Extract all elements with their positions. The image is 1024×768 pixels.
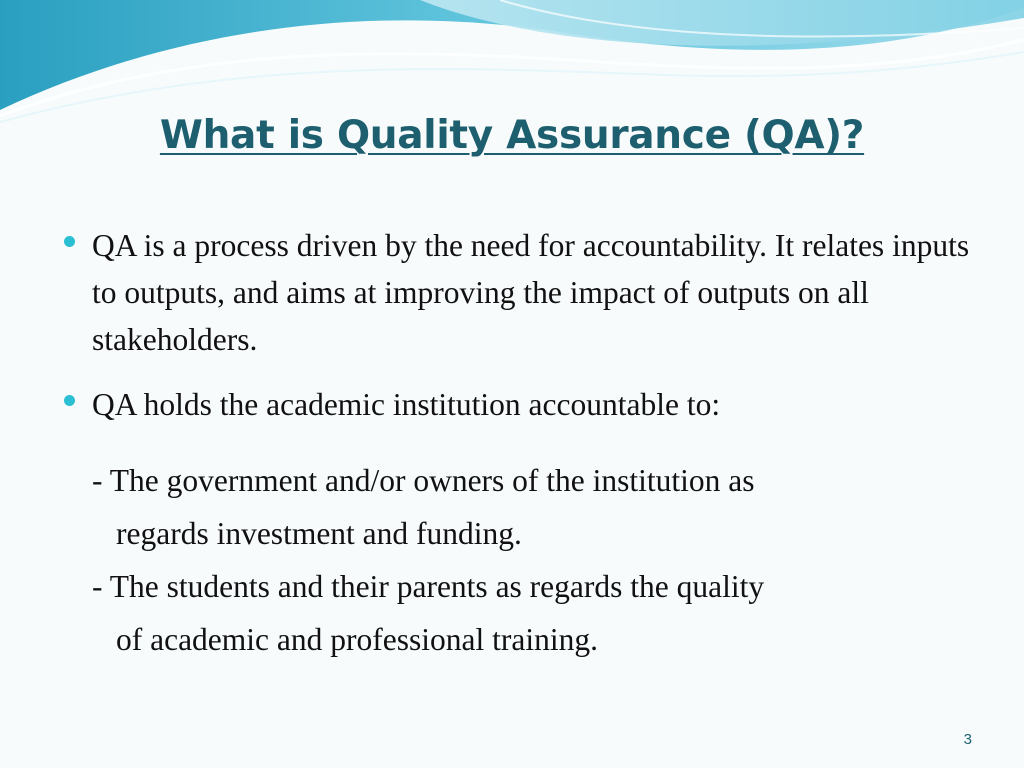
page-number: 3 [963,731,972,748]
sub-item-line: regards investment and funding. [116,516,522,551]
bullet-text: QA holds the academic institution accountable to: [92,387,721,422]
sub-item-line: - The government and/or owners of the institution as [92,463,755,498]
slide-title: What is Quality Assurance (QA)? [159,113,865,158]
bullet-item [62,222,972,363]
sub-item [62,560,972,666]
bullet-item [62,381,972,428]
sub-item-line: of academic and professional training. [116,622,598,657]
sub-item-line: - The students and their parents as regards the quality [92,569,765,604]
slide-body [62,222,972,666]
bullet-text: QA is a process driven by the need for accountability. It relates inputs to outputs, and aims at improving the impact of outputs on all stakeholders. [92,228,970,357]
sub-item [62,454,972,560]
bullet-dot-icon [64,236,75,247]
bullet-dot-icon [64,395,75,406]
